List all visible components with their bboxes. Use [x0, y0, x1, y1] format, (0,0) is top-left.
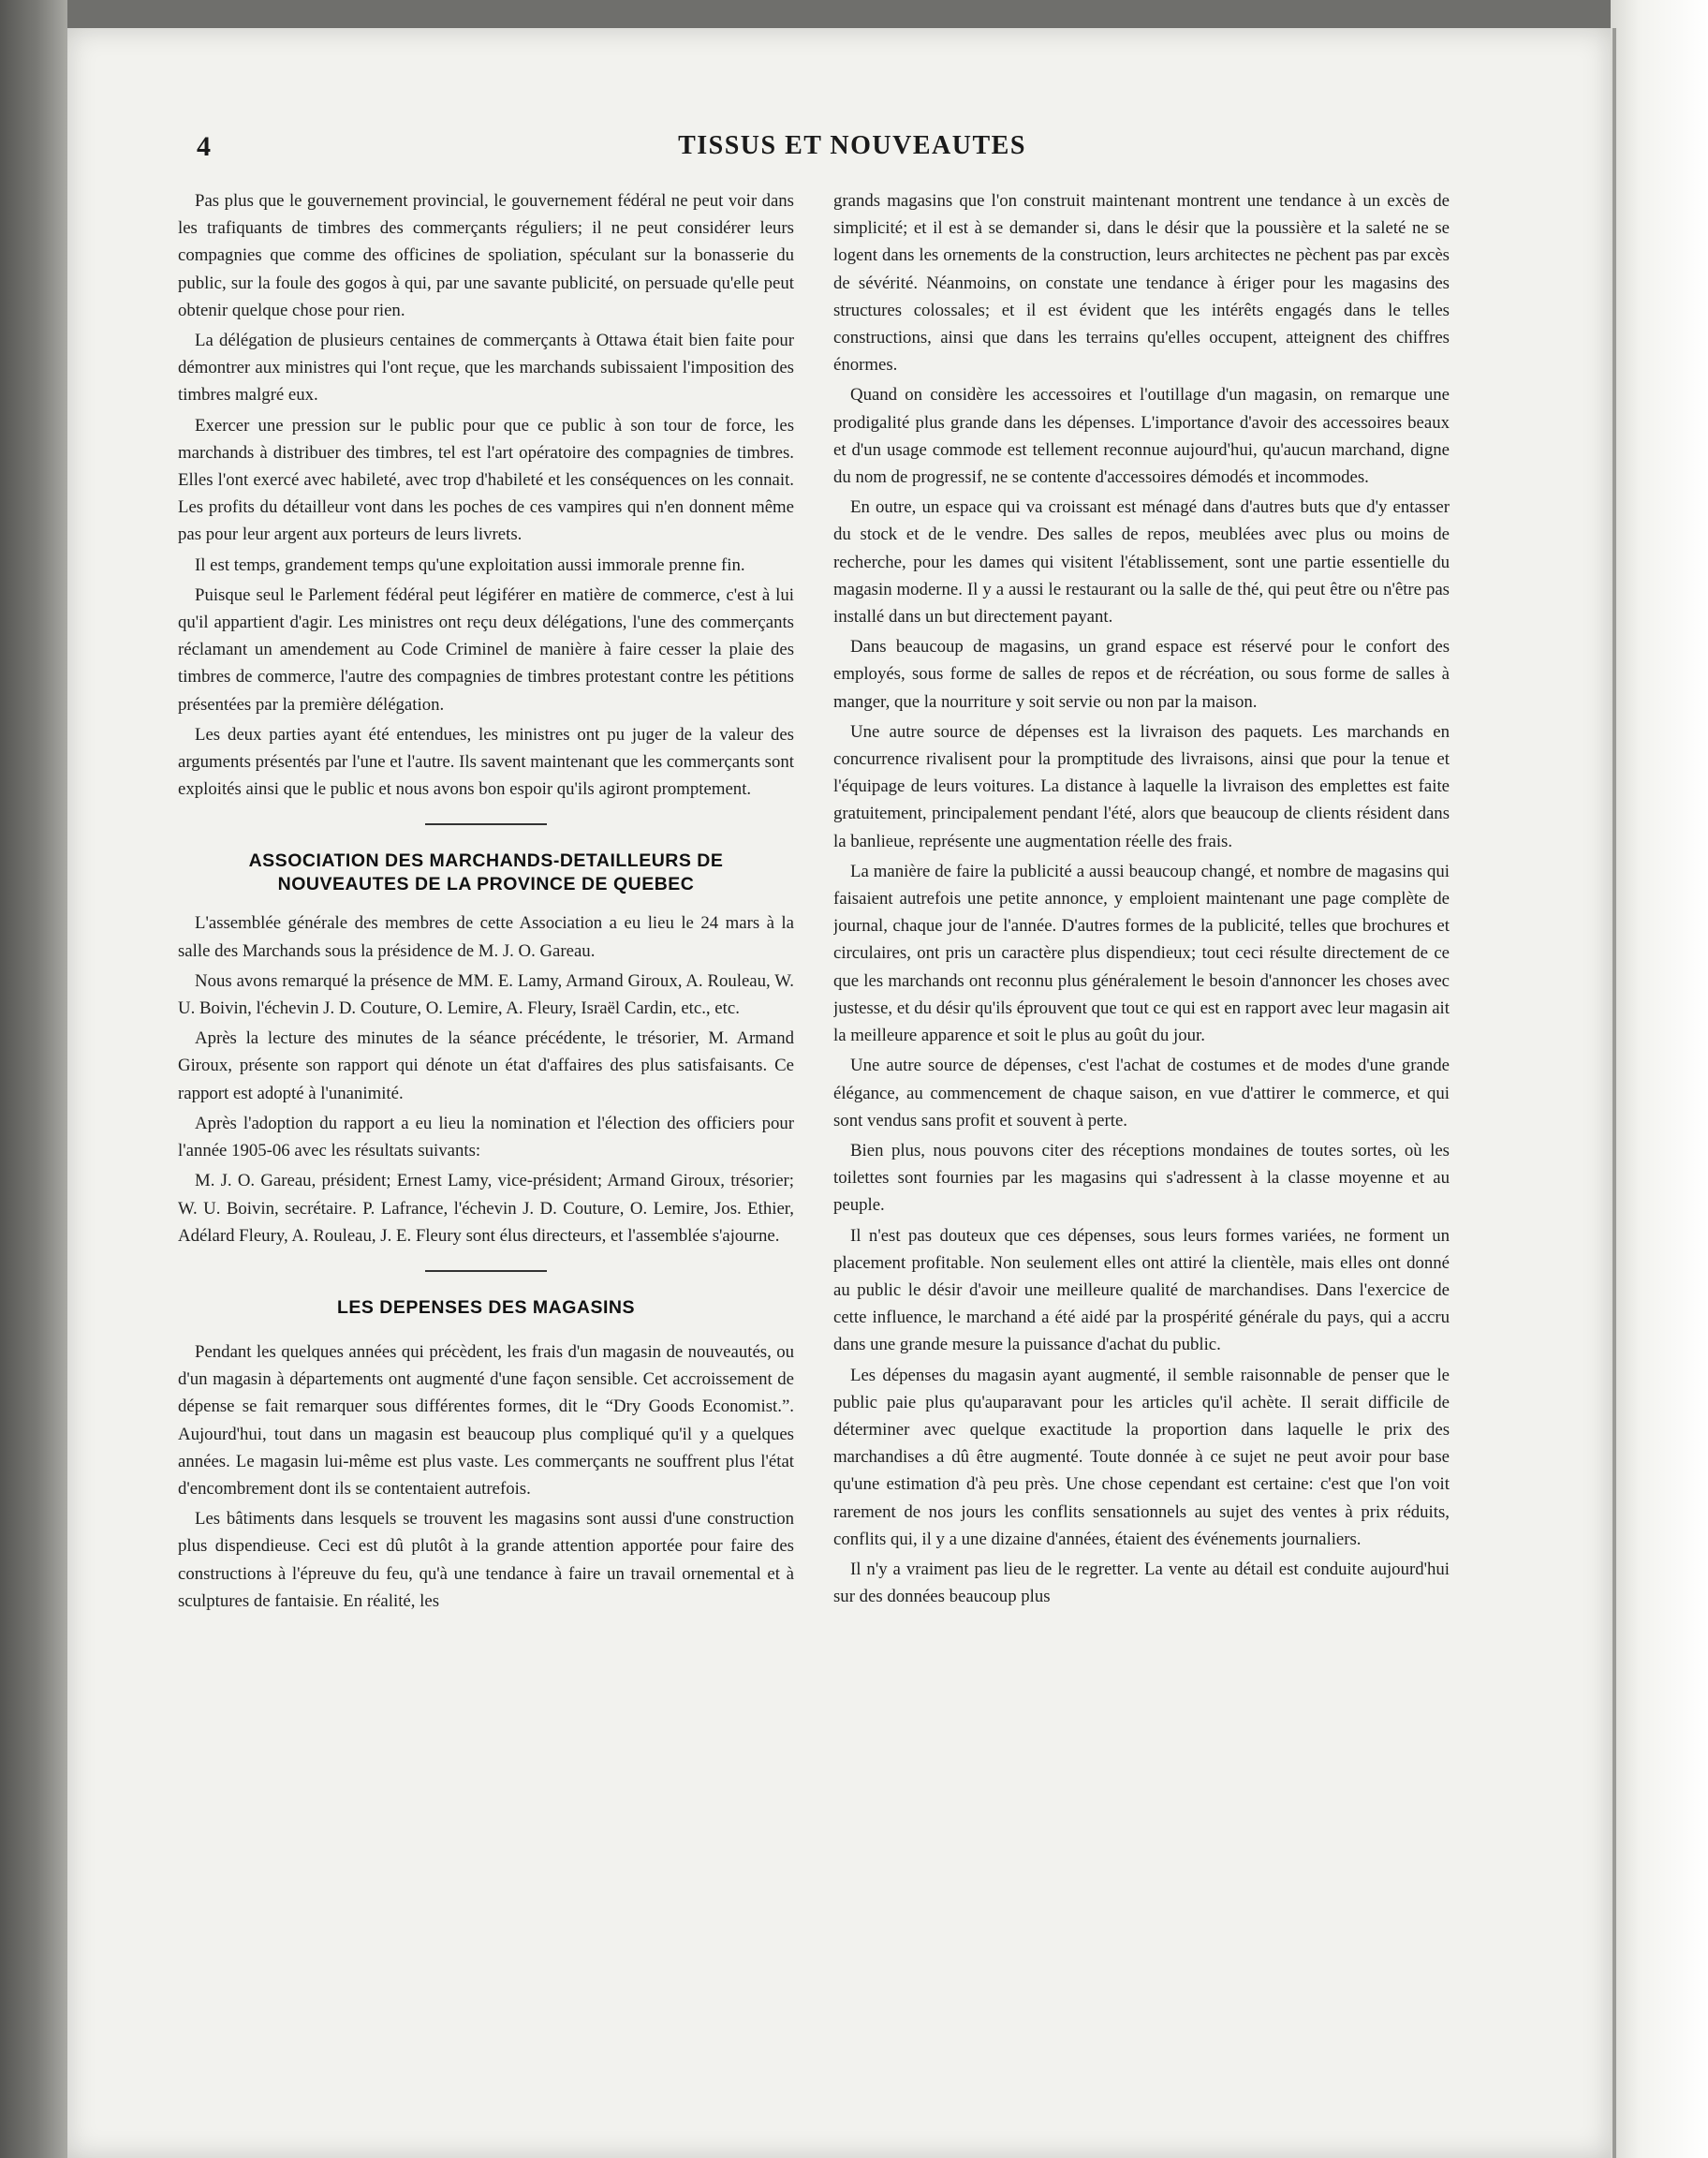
paragraph: Exercer une pression sur le public pour que ce public à son tour de force, les marchands à distribuer des timbres, tel est l'art opératoire des compagnies de timbres. Elles l'ont exercé avec habileté, avec trop d'habileté et les conséquences on les connait. Les profits du détailleur vont dans les poches de ces vampires qui n'en donnent même pas pour leur argent aux porteurs de leurs livrets. — [178, 415, 794, 545]
section-divider — [425, 823, 547, 825]
paragraph: Une autre source de dépenses, c'est l'achat de costumes et de modes d'une grande élégance, au commencement de chaque saison, en vue d'attirer le commerce, et qui sont vendus sans profit et souvent à perte. — [833, 1056, 1450, 1131]
section-divider — [425, 1270, 547, 1272]
paragraph: Bien plus, nous pouvons citer des réceptions mondaines de toutes sortes, où les toilettes sont fournies par les magasins qui s'adressent à la classe moyenne et au peuple. — [833, 1140, 1450, 1216]
paragraph: Pendant les quelques années qui précèdent, les frais d'un magasin de nouveautés, ou d'un magasin à départements ont augmenté d'une façon sensible. Cet accroissement de dépense se fait remarquer sous différentes formes, dit le “Dry Goods Economist.”. Aujourd'hui, tout dans un magasin est beaucoup plus compliqué qu'il y a quelques années. Le magasin lui-même est plus vaste. Les commerçants ne souffrent plus l'état d'encombrement dont ils se contentaient autrefois. — [178, 1341, 794, 1499]
paragraph: Les bâtiments dans lesquels se trouvent les magasins sont aussi d'une construction plus dispendieuse. Ceci est dû plutôt à la grande attention apportée pour faire des constructions à l'épreuve du feu, qu'à une tendance à faire un travail ornemental et à sculptures de fantaisie. En réalité, les — [178, 1509, 794, 1611]
paragraph: Quand on considère les accessoires et l'outillage d'un magasin, on remarque une prodigalité plus grande dans les dépenses. L'importance d'avoir des accessoires beaux et d'un usage commode est tellement reconnue aujourd'hui, qu'aucun marchand, digne du nom de progressif, ne se contente d'accessoires démodés et incommodes. — [833, 385, 1450, 488]
paragraph: Après la lecture des minutes de la séance précédente, le trésorier, M. Armand Giroux, présente son rapport qui dénote un état d'affaires des plus satisfaisants. Ce rapport est adopté à l'unanimité. — [178, 1028, 794, 1103]
paragraph: Puisque seul le Parlement fédéral peut légiférer en matière de commerce, c'est à lui qu'il appartient d'agir. Les ministres ont reçu deux délégations, l'une des commerçants réclamant un amendement au Code Criminel de manière à faire cesser la plaie des timbres de commerce, l'autre des compagnies de timbres protestant contre les pétitions présentées par la première délégation. — [178, 584, 794, 715]
book-binding-shadow — [0, 0, 67, 2158]
facing-page-edge — [1611, 0, 1708, 2158]
paragraph: Les dépenses du magasin ayant augmenté, il semble raisonnable de penser que le public paie plus qu'auparavant pour les articles qu'il achète. Il serait difficile de déterminer avec quelque exactitude la proportion dans laquelle le prix des marchandises a dû être augmenté. Toute donnée à ce sujet ne peut avoir pour base qu'une estimation d'à peu près. Une chose cependant est certaine: c'est que l'on voit rarement de nos jours les conflits sensationnels au sujet des ventes à prix réduits, conflits qui, il y a une dizaine d'années, étaient des événements journaliers. — [833, 1365, 1450, 1549]
paragraph: Nous avons remarqué la présence de MM. E. Lamy, Armand Giroux, A. Rouleau, W. U. Boivin, l'échevin J. D. Couture, O. Lemire, A. Fleury, Israël Cardin, etc., etc. — [178, 970, 794, 1019]
right-column — [833, 187, 1450, 2136]
association-heading — [178, 850, 794, 896]
paragraph: Il n'est pas douteux que ces dépenses, sous leurs formes variées, ne forment un placement profitable. Non seulement elles ont attiré la clientèle, mais elles ont donné au public le désir d'avoir une meilleure qualité de marchandises. Dans l'exercice de cette influence, le marchand a été aidé par la prospérité générale du pays, qui a accru dans une grande mesure la puissance d'achat du public. — [833, 1225, 1450, 1355]
paragraph: Dans beaucoup de magasins, un grand espace est réservé pour le confort des employés, sous forme de salles de repos et de récréation, ou sous forme de salles à manger, que la nourriture y soit servie ou non par la maison. — [833, 637, 1450, 712]
paragraph: M. J. O. Gareau, président; Ernest Lamy, vice-président; Armand Giroux, trésorier; W. U. Boivin, secrétaire. P. Lafrance, l'échevin J. D. Couture, O. Lemire, Jos. Ethier, Adélard Fleury, A. Rouleau, J. E. Fleury sont élus directeurs, et l'assemblée s'ajourne. — [178, 1171, 794, 1246]
paragraph: grands magasins que l'on construit maintenant montrent une tendance à un excès de simplicité; et il est à se demander si, dans le désir que la poussière et la saleté ne se logent dans les ornements de la construction, leurs architectes ne pèchent pas par excès de sévérité. Néanmoins, on constate une tendance à ériger pour les magasins des structures colossales; et il est évident que les intérêts engagés dans le telles constructions, ainsi que dans les terrains qu'elles occupent, atteignent des chiffres énormes. — [833, 191, 1450, 376]
association-heading-line-1: ASSOCIATION DES MARCHANDS-DETAILLEURS DE — [248, 850, 724, 872]
paragraph: Après l'adoption du rapport a eu lieu la nomination et l'élection des officiers pour l'année 1905-06 avec les résultats suivants: — [178, 1113, 794, 1161]
paragraph: En outre, un espace qui va croissant est ménagé dans d'autres buts que d'y entasser du stock et de le vendre. Des salles de repos, meublées avec plus ou moins de recherche, pour les dames qui visitent l'établissement, sont une partie essentielle du magasin moderne. Il y a aussi le restaurant ou la salle de thé, qui peut être ou n'être pas installé dans un but directement payant. — [833, 497, 1450, 628]
paragraph: Il est temps, grandement temps qu'une exploitation aussi immorale prenne fin. — [195, 554, 745, 575]
paragraph: L'assemblée générale des membres de cette Association a eu lieu le 24 mars à la salle des Marchands sous la présidence de M. J. O. Gareau. — [178, 913, 794, 961]
paragraph: Pas plus que le gouvernement provincial, le gouvernement fédéral ne peut voir dans les trafiquants de timbres des commerçants réguliers; il ne peut considérer leurs compagnies que comme des officines de spoliation, spéculant sur la bonasserie du public, sur la foule des gogos à qui, par une savante publicité, on persuade qu'elle peut obtenir quelque chose pour rien. — [178, 191, 794, 320]
paragraph: Les deux parties ayant été entendues, les ministres ont pu juger de la valeur des arguments présentés par l'une et l'autre. Ils savent maintenant que les commerçants sont exploités ainsi que le public et nous avons bon espoir qu'ils agiront promptement. — [178, 724, 794, 800]
paragraph: Une autre source de dépenses est la livraison des paquets. Les marchands en concurrence rivalisent pour la promptitude des livraisons, ainsi que pour la tenue et l'équipage de leurs voitures. La distance à laquelle la livraison des emplettes est faite gratuitement, principalement pendant l'été, alors que beaucoup de clients résident dans la banlieue, représente une augmentation réelle des frais. — [833, 721, 1450, 851]
paragraph: La manière de faire la publicité a aussi beaucoup changé, et nombre de magasins qui faisaient autrefois une petite annonce, y emploient maintenant une page complète de journal, chaque jour de l'année. D'autres formes de la publicité, telles que brochures et circulaires, ont pris un caractère plus dispendieux; tout ceci résulte directement de ce que les marchands ont reconnu plus généralement le besoin d'annoncer les choses avec justesse, et du désir qu'ils éprouvent que tout ce qui est en rapport avec leur magasin ait la meilleure apparence et soit le plus au goût du jour. — [833, 861, 1450, 1046]
association-heading-line-2: NOUVEAUTES DE LA PROVINCE DE QUEBEC — [277, 874, 695, 895]
left-column — [178, 187, 794, 2136]
page-number: 4 — [197, 131, 211, 162]
running-title: TISSUS ET NOUVEAUTES — [678, 131, 1026, 160]
page-gutter — [1612, 28, 1616, 2158]
paragraph: Il n'y a vraiment pas lieu de le regretter. La vente au détail est conduite aujourd'hui sur des données beaucoup plus — [833, 1559, 1450, 1607]
paragraph: La délégation de plusieurs centaines de commerçants à Ottawa était bien faite pour démontrer aux ministres qui l'ont reçue, que les marchands subissaient l'imposition des timbres malgré eux. — [178, 331, 794, 406]
depenses-heading: LES DEPENSES DES MAGASINS — [336, 1296, 636, 1318]
